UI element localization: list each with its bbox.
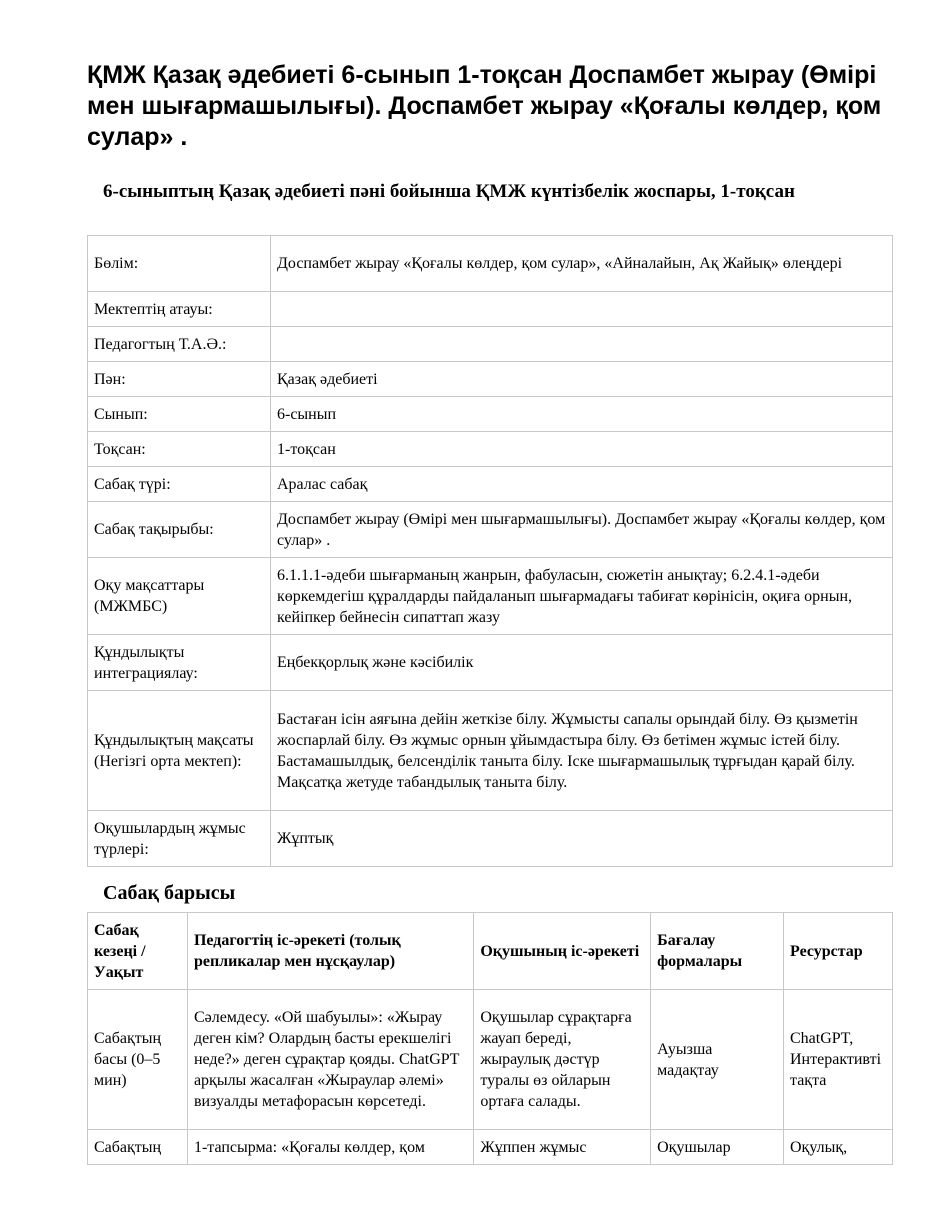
info-label: Педагогтың Т.А.Ә.: — [88, 327, 271, 362]
assessment-cell: Ауызша мадақтау — [651, 990, 784, 1130]
info-value: Доспамбет жырау (Өмірі мен шығармашылығы). Доспамбет жырау «Қоғалы көлдер, қом сулар» . — [271, 502, 893, 558]
column-header: Педагогтің іс-әрекеті (толық репликалар мен нұсқаулар) — [187, 913, 473, 990]
page-title: ҚМЖ Қазақ әдебиеті 6-сынып 1-тоқсан Доспамбет жырау (Өмірі мен шығармашылығы). Доспамбет жырау «Қоғалы көлдер, қом сулар» . — [87, 61, 882, 151]
assessment-cell: Оқушылар — [651, 1130, 784, 1165]
info-label: Құндылықты интеграциялау: — [88, 635, 271, 691]
column-header: Ресурстар — [784, 913, 893, 990]
info-label: Сабақ тақырыбы: — [88, 502, 271, 558]
teacher-activity-cell: 1-тапсырма: «Қоғалы көлдер, қом — [187, 1130, 473, 1165]
info-label: Тоқсан: — [88, 432, 271, 467]
table-row — [88, 502, 893, 558]
table-row — [88, 362, 893, 397]
table-row — [88, 236, 893, 292]
lesson-stage-cell: Сабақтың — [88, 1130, 188, 1165]
student-activity-cell: Оқушылар сұрақтарға жауап береді, жыраулық дәстүр туралы өз ойларын ортаға салады. — [474, 990, 651, 1130]
lesson-section-title: Сабақ барысы — [103, 882, 236, 904]
info-label: Сабақ түрі: — [88, 467, 271, 502]
info-value: 6.1.1.1-әдеби шығарманың жанрын, фабуласын, сюжетін анықтау; 6.2.4.1-әдеби көркемдегіш құралдарды пайдаланып шығармадағы табиғат көрінісін, оқиға орнын, кейіпкер бейнесін сипаттап жазу — [271, 558, 893, 635]
table-row — [88, 558, 893, 635]
info-value: 6-сынып — [271, 397, 893, 432]
info-label: Мектептің атауы: — [88, 292, 271, 327]
lesson-stage-cell: Сабақтың басы (0–5 мин) — [88, 990, 188, 1130]
resources-cell: Оқулық, — [784, 1130, 893, 1165]
table-row — [88, 432, 893, 467]
info-value: Доспамбет жырау «Қоғалы көлдер, қом сулар», «Айналайын, Ақ Жайық» өлеңдері — [271, 236, 893, 292]
resources-cell: ChatGPT, Интерактивті тақта — [784, 990, 893, 1130]
table-row — [88, 691, 893, 811]
column-header: Бағалау формалары — [651, 913, 784, 990]
info-value: Қазақ әдебиеті — [271, 362, 893, 397]
lesson-info-table — [87, 235, 893, 867]
table-header-row — [88, 913, 893, 990]
info-value — [271, 292, 893, 327]
table-row — [88, 397, 893, 432]
info-value: 1-тоқсан — [271, 432, 893, 467]
plan-subtitle: 6-сыныптың Қазақ әдебиеті пәні бойынша ҚМЖ күнтізбелік жоспары, 1-тоқсан — [103, 181, 795, 202]
info-value: Аралас сабақ — [271, 467, 893, 502]
teacher-activity-cell: Сәлемдесу. «Ой шабуылы»: «Жырау деген кім? Олардың басты ерекшелігі неде?» деген сұрақтар қояды. ChatGPT арқылы жасалған «Жыраулар әлемі» визуалды метафорасын көрсетеді. — [187, 990, 473, 1130]
student-activity-cell: Жұппен жұмыс — [474, 1130, 651, 1165]
info-value — [271, 327, 893, 362]
info-value: Жұптық — [271, 811, 893, 867]
table-row — [88, 327, 893, 362]
table-row — [88, 1130, 893, 1165]
table-row — [88, 811, 893, 867]
info-label: Құндылықтың мақсаты (Негізгі орта мектеп): — [88, 691, 271, 811]
table-row — [88, 635, 893, 691]
info-label: Бөлім: — [88, 236, 271, 292]
table-row — [88, 467, 893, 502]
column-header: Оқушының іс-әрекеті — [474, 913, 651, 990]
column-header: Сабақ кезеңі / Уақыт — [88, 913, 188, 990]
info-label: Оқу мақсаттары (МЖМБС) — [88, 558, 271, 635]
table-row — [88, 990, 893, 1130]
info-label: Оқушылардың жұмыс түрлері: — [88, 811, 271, 867]
info-value: Бастаған ісін аяғына дейін жеткізе білу. Жұмысты сапалы орындай білу. Өз қызметін жоспарлай білу. Өз жұмыс орнын ұйымдастыра білу. Өз бетімен жұмыс істей білу. Бастамашылдық, белсенділік таныта білу. Іске шығармашылық тұрғыдан қарай білу. Мақсатқа жетуде табандылық таныта білу. — [271, 691, 893, 811]
table-row — [88, 292, 893, 327]
info-value: Еңбекқорлық және кәсібилік — [271, 635, 893, 691]
info-label: Пән: — [88, 362, 271, 397]
lesson-flow-table — [87, 912, 893, 1165]
info-label: Сынып: — [88, 397, 271, 432]
